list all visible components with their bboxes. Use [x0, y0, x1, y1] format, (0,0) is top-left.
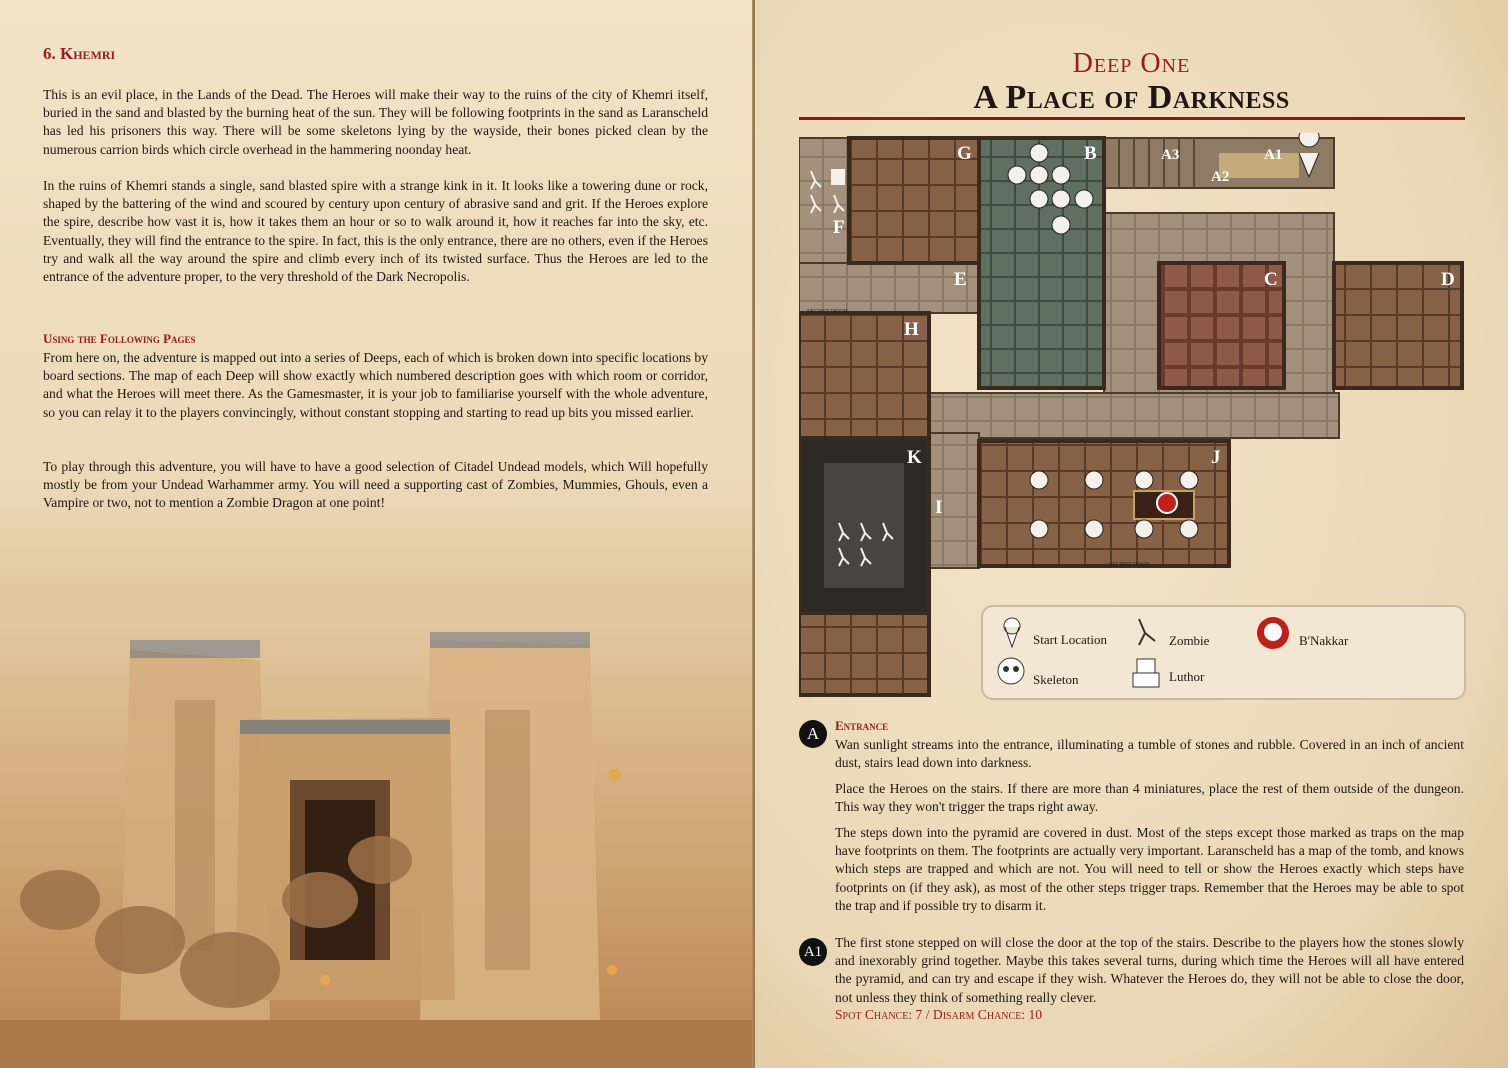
start-location-icon	[1001, 615, 1023, 651]
section-badge-a: A	[799, 720, 827, 748]
map-label-c: C	[1264, 269, 1278, 290]
map-label-h: H	[904, 319, 919, 340]
map-label-f: F	[833, 217, 845, 238]
map-label-a2: A2	[1211, 169, 1230, 185]
map-label-a3: A3	[1161, 147, 1180, 163]
zombie-icon	[1129, 615, 1159, 651]
skeleton-icon	[995, 655, 1027, 689]
legend-zombie: Zombie	[1169, 633, 1210, 648]
using-heading: Using the Following Pages	[43, 331, 196, 346]
khemri-temple-illustration	[0, 600, 754, 1068]
map-label-g: G	[957, 143, 972, 164]
models-paragraph: To play through this adventure, you will have to have a good selection of Citadel Undead models, which Will hopefully mostly be from your Undead Warhammer army. You will need a supporting cast of Zombies, Mummies, Ghouls, even a Vampire or two, not to mention a Zombie Dragon at one point!	[43, 459, 708, 511]
secret-door-label: SECRET DOOR	[807, 309, 848, 315]
deep-subtitle: Deep One	[1072, 48, 1191, 79]
entrance-paragraph-2: Place the Heroes on the stairs. If there are more than 4 miniatures, place the rest of them outside of the dungeon. This way they won't trigger the traps right away.	[835, 781, 1464, 815]
spot-disarm-chance: Spot Chance: 7 / Disarm Chance: 10	[835, 1007, 1043, 1022]
entrance-paragraph-3: The steps down into the pyramid are covered in dust. Most of the steps except those marked as traps on the map have footprints on them. The footprints are actually very important. Laranscheld has a map of the tomb, and knows which steps are trapped and which are not. You will need to tell or show the Heroes exactly which steps have footprints on (if they ask), as most of the other steps trigger traps. Remember that the Heroes may be able to spot the trap and if possible try to disarm it.	[835, 825, 1464, 913]
map-label-k: K	[907, 447, 922, 468]
right-page	[755, 0, 1508, 1068]
entrance-heading: Entrance	[835, 718, 889, 733]
map-label-a1: A1	[1264, 147, 1283, 163]
secret-door-label-2: SECRET DOOR	[1109, 562, 1150, 568]
intro-paragraph: This is an evil place, in the Lands of the Dead. The Heroes will make their way to the ruins of the city of Khemri itself, buried in the sand and blasted by the burning heat of the sun. They will be following footprints in the sand as Laranscheld has led his prisoners this way. There will be some skeletons lying by the wayside, their bones picked clean by the numerous carrion birds which circle overhead in the hammering noonday heat.	[43, 87, 708, 157]
spire-paragraph: In the ruins of Khemri stands a single, sand blasted spire with a strange kink in it. It looks like a towering dune or rock, shaped by the battering of the wind and scoured by century upon century of abrasive sand and grit. If the Heroes explore the spire, describe how vast it is, how it takes them an hour or so to walk around it, how it reaches far into the sky, etc. Eventually, they will find the entrance to the spire. In fact, this is the only entrance, there are no others, even if the Heroes try and walk all the way around the spire and climb every inch of its twisted surface. Thus the Heroes are led to the entrance of the adventure proper, to the very threshold of the Dark Necropolis.	[43, 178, 708, 285]
map-label-b: B	[1084, 143, 1097, 164]
legend-skeleton: Skeleton	[1033, 672, 1079, 687]
legend-bnakkar: B'Nakkar	[1299, 633, 1349, 648]
a1-paragraph: The first stone stepped on will close the door at the top of the stairs. Describe to the players how the stones slowly and inexorably grind together. Maybe this takes several turns, during which time the Heroes will all have entered the pyramid, and can try and escape if they wish. Whatever the Heroes do, they will not be able to close the door, not unless they think of something really clever.	[835, 935, 1464, 1005]
section-title: 6. Khemri	[43, 44, 116, 63]
deep-title: A Place of Darkness	[973, 79, 1290, 116]
section-badge-a1: A1	[799, 938, 827, 966]
bnakkar-icon	[1255, 615, 1291, 651]
map-label-e: E	[954, 269, 967, 290]
entrance-paragraph-1: Wan sunlight streams into the entrance, illuminating a tumble of stones and rubble. Covered in an inch of ancient dust, stairs lead down into darkness.	[835, 737, 1464, 771]
luthor-icon	[1129, 655, 1163, 689]
legend-luthor: Luthor	[1169, 669, 1205, 684]
map-label-i: I	[935, 497, 943, 518]
legend-start: Start Location	[1033, 632, 1108, 647]
map-label-d: D	[1441, 269, 1455, 290]
map-legend	[981, 605, 1466, 700]
map-label-j: J	[1211, 447, 1221, 468]
title-rule	[799, 117, 1465, 120]
deeps-paragraph: From here on, the adventure is mapped out into a series of Deeps, each of which is broken down into specific locations by board sections. The map of each Deep will show exactly which numbered description goes with which room or corridor, and what the Heroes will meet there. As the Gamesmaster, it is your job to familiarise yourself with the whole adventure, so you can relay it to the players convincingly, without constant stopping and starting to read up bits you missed earlier.	[43, 350, 708, 420]
